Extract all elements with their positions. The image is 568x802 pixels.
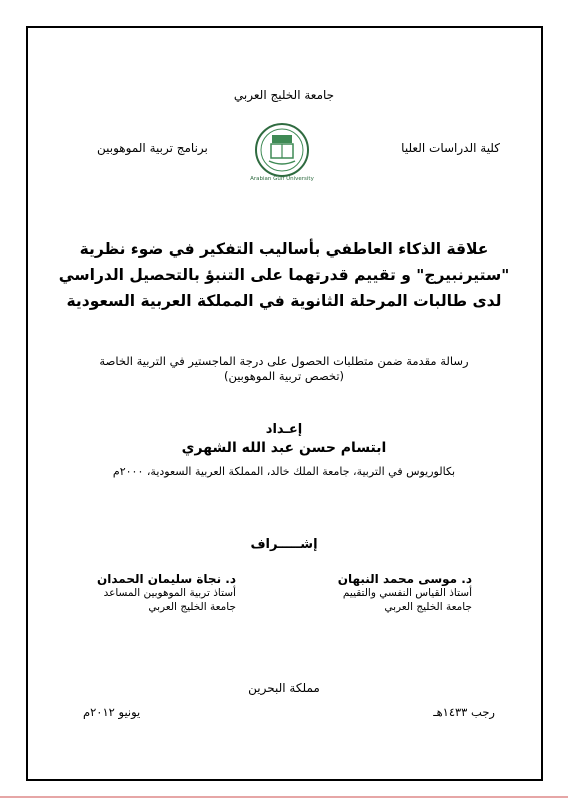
hijri-date: رجب ١٤٣٣هـ xyxy=(433,705,495,719)
author-name: ابتسام حسن عبد الله الشهري xyxy=(181,440,387,456)
university-name: جامعة الخليج العربي xyxy=(233,88,335,102)
title-line-1: علاقة الذكاء العاطفي بأساليب التفكير في ضوء نظرية xyxy=(79,240,489,258)
gregorian-date: يونيو ٢٠١٢م xyxy=(83,705,141,719)
supervisor-2-title: أستاذ تربية الموهوبين المساعد xyxy=(103,587,236,599)
supervisor-2-affiliation: جامعة الخليج العربي xyxy=(148,601,236,613)
supervisor-1-name: د. موسى محمد النبهان xyxy=(337,572,472,586)
supervisor-2 xyxy=(97,572,236,614)
page-edge-line xyxy=(0,796,568,798)
statement-line-2: (تخصص تربية الموهوبين) xyxy=(223,369,345,383)
supervision-label: إشـــــراف xyxy=(250,537,318,552)
preparation-label: إعـداد xyxy=(265,422,303,437)
author-degree: بكالوريوس في التربية، جامعة الملك خالد، المملكة العربية السعودية، ٢٠٠٠م xyxy=(112,465,456,478)
country-name: مملكة البحرين xyxy=(248,681,320,695)
university-logo xyxy=(247,121,317,183)
supervisor-2-name: د. نجاة سليمان الحمدان xyxy=(97,572,236,586)
program-name: برنامج تربية الموهوبين xyxy=(97,141,208,155)
supervisor-1-affiliation: جامعة الخليج العربي xyxy=(384,601,472,613)
supervisor-1 xyxy=(338,572,472,614)
supervisor-1-title: أستاذ القياس النفسي والتقييم xyxy=(342,587,472,599)
thesis-statement xyxy=(0,354,568,384)
college-name: كلية الدراسات العليا xyxy=(401,141,500,155)
logo-text: Arabian Gulf University xyxy=(250,176,314,182)
title-line-2: "ستيرنبيرج" و تقييم قدرتهما على التنبؤ بالتحصيل الدراسي xyxy=(58,266,510,284)
title-line-3: لدى طالبات المرحلة الثانوية في المملكة العربية السعودية xyxy=(66,292,502,310)
thesis-title xyxy=(0,236,568,314)
statement-line-1: رسالة مقدمة ضمن متطلبات الحصول على درجة الماجستير في التربية الخاصة xyxy=(99,354,469,368)
